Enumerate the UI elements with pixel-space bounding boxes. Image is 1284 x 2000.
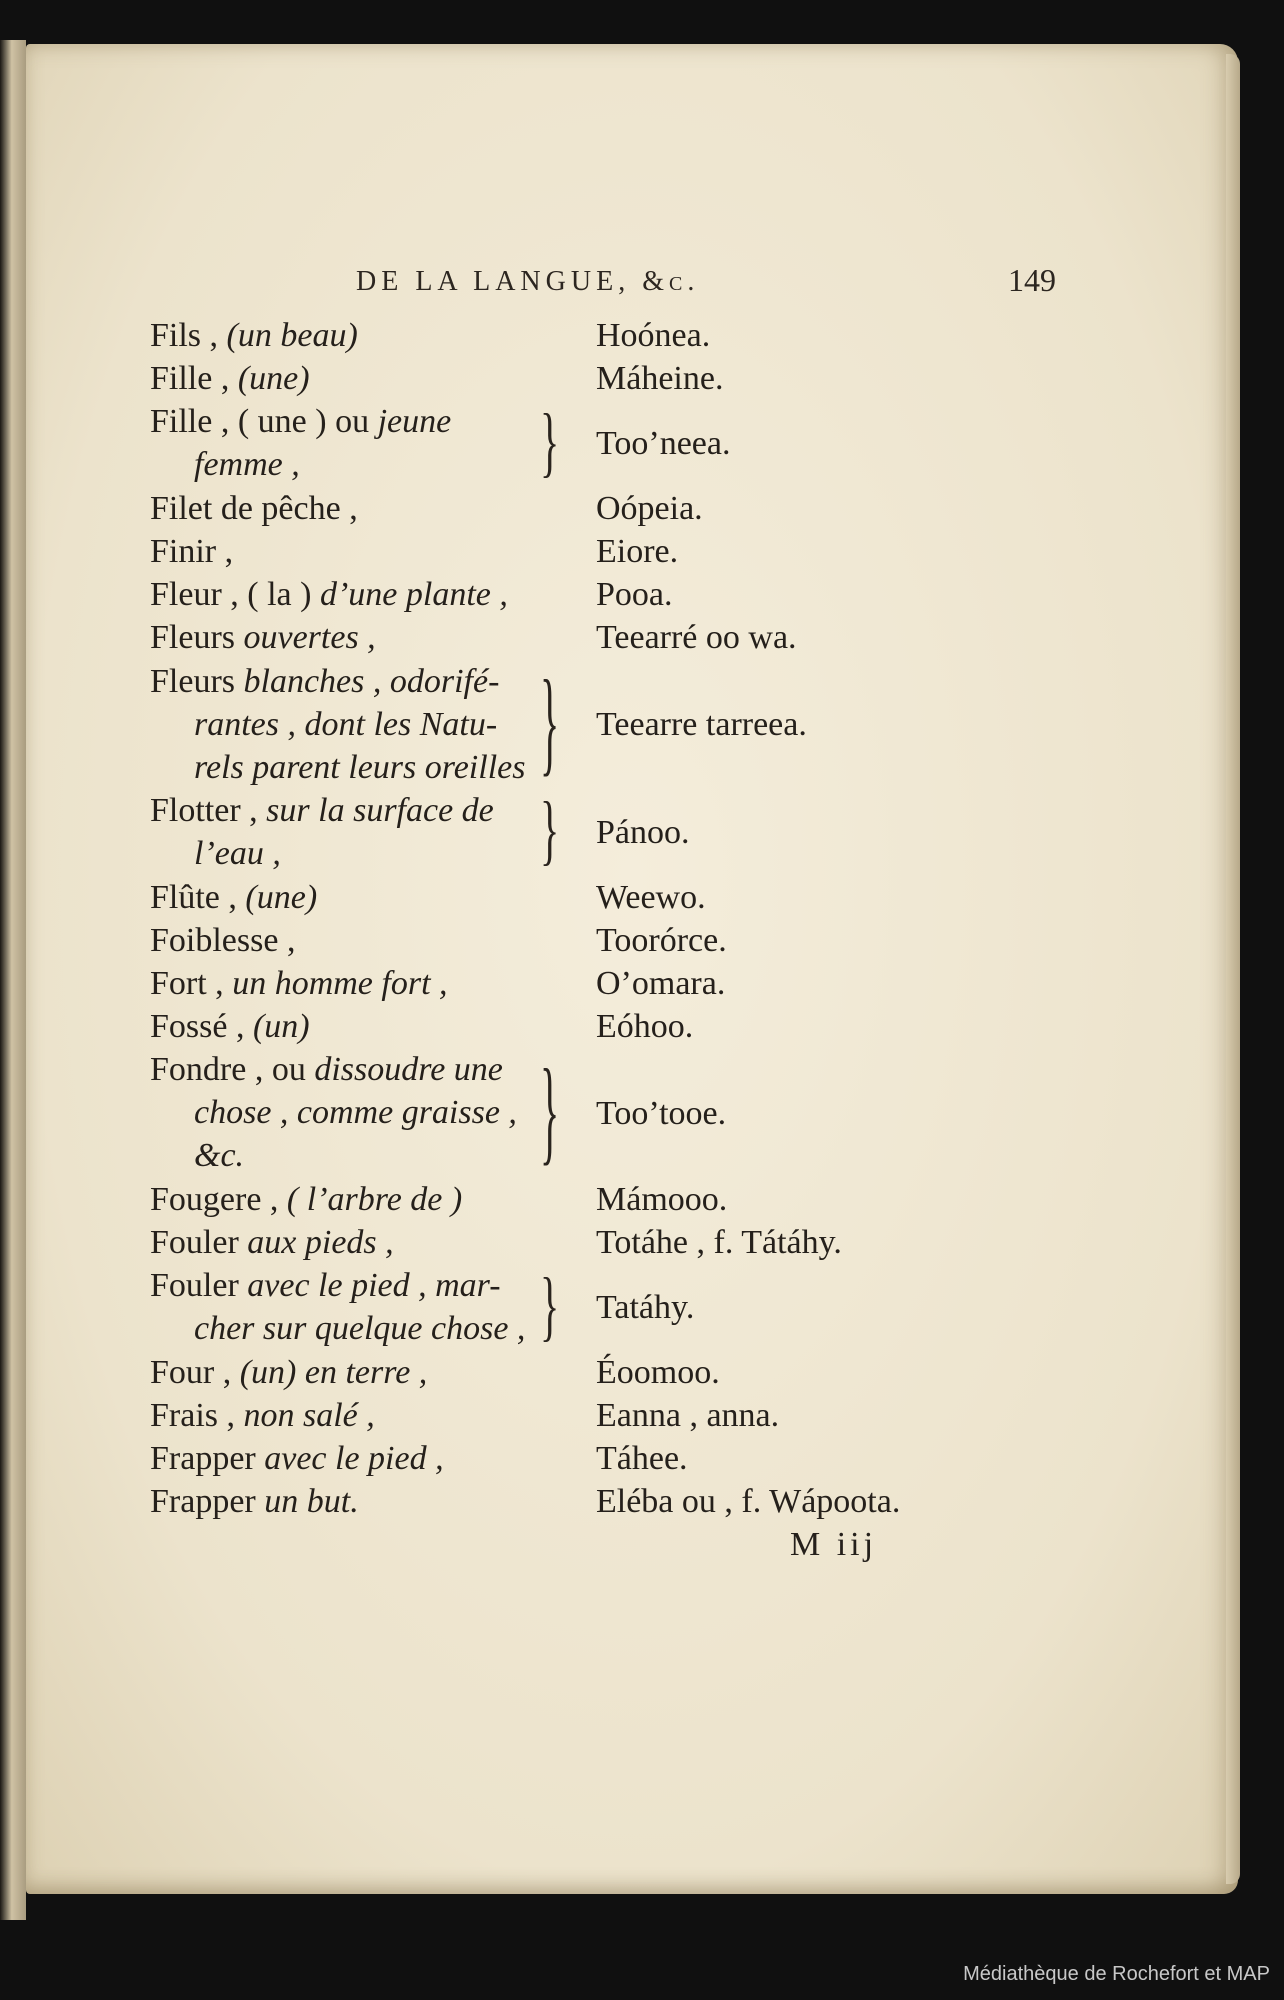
tahitian-term: Teearre tarreea. [596,705,807,743]
french-term [150,314,550,357]
running-title: DE LA LANGUE, &c. [356,266,700,297]
french-term-line [150,1394,550,1437]
term-roman: Fort , [150,965,233,1002]
term-roman: Frais , [150,1397,244,1434]
french-term [150,400,550,486]
term-roman: Fille , [150,403,238,441]
term-italic: avec le pied , [264,1440,444,1478]
tahitian-term: Mámooo. [596,1181,728,1218]
term-roman: Flûte , [150,878,246,916]
french-term-line [150,1178,550,1221]
grouping-brace: } [540,1260,560,1349]
french-term-line [150,616,550,659]
french-term-line [150,1221,550,1264]
french-term [150,357,550,400]
term-italic: femme , [194,446,300,484]
french-term-line [150,314,550,357]
term-roman: Fossé , [150,1008,253,1046]
term-italic: cher sur quelque chose , [194,1310,526,1348]
term-roman: Frapper [150,1440,265,1478]
french-term-line [150,573,550,616]
tahitian-term: Tatáhy. [596,1288,695,1326]
french-term-line [150,1134,550,1177]
book-spine [0,40,26,1920]
french-term [150,1480,550,1523]
term-roman: ( une ) ou [237,403,378,441]
tahitian-term: Teearré oo wa. [596,619,797,657]
term-roman: Flotter , [150,792,267,830]
term-roman: Fondre , ou [150,1051,315,1089]
term-roman: Fouler [150,1267,248,1305]
term-roman: Fleurs [150,662,244,700]
french-term-line [150,1437,550,1480]
term-italic: (un) en terre , [239,1353,428,1391]
tahitian-term: Hoónea. [596,317,711,354]
french-term [150,1264,550,1350]
page-number: 149 [1008,262,1056,298]
term-roman: Fille , [150,360,238,398]
term-roman: Fils , [150,317,227,354]
french-term-line [150,703,550,746]
term-roman: Fougere , [150,1181,287,1218]
french-term-line [150,1264,550,1307]
french-term-line [150,919,550,962]
french-term-line [150,876,550,919]
french-term [150,1221,550,1264]
tahitian-term: Pánoo. [596,813,690,851]
french-term [150,789,550,875]
tahitian-term: Toorórce. [596,921,727,959]
tahitian-term: Totáhe , f. Tátáhy. [596,1224,842,1262]
term-italic: non salé , [243,1397,375,1434]
french-term [150,573,550,616]
term-italic: un but. [264,1483,359,1521]
french-term-line [150,1480,550,1523]
french-term-line [150,962,550,1005]
term-italic: aux pieds , [247,1224,394,1262]
grouping-brace: } [540,654,560,788]
french-term-line [150,789,550,832]
french-term [150,1048,550,1177]
tahitian-term: Oópeia. [596,489,703,527]
french-term-line [150,660,550,703]
tahitian-term: Máheine. [596,360,724,398]
french-term [150,1005,550,1048]
term-italic: chose , comme graisse , [194,1094,517,1132]
french-term-line [150,487,550,530]
french-term [150,1351,550,1394]
term-italic: ( l’arbre de ) [286,1181,463,1218]
tahitian-term: Too’neea. [596,424,731,462]
french-term-line [150,357,550,400]
term-roman: Fleurs [150,619,244,657]
french-term [150,962,550,1005]
french-term-line [150,1307,550,1350]
term-italic: rels parent leurs oreilles [194,748,526,786]
term-italic: dissoudre une [314,1051,503,1089]
french-term [150,1178,550,1221]
term-italic: ouvertes , [243,619,376,657]
term-roman: Finir , [150,533,234,570]
tahitian-term: Eléba ou , f. Wápoota. [596,1483,901,1521]
term-italic: (une) [237,360,310,398]
french-term-line [150,832,550,875]
term-roman: Foiblesse , [150,921,296,959]
term-italic: (une) [245,878,318,916]
french-term [150,876,550,919]
french-term-line [150,1091,550,1134]
tahitian-term: Eóhoo. [596,1008,694,1046]
term-italic: sur la surface de [266,792,494,830]
term-italic: jeune [377,403,452,441]
tahitian-term: Táhee. [596,1440,688,1478]
french-term [150,1394,550,1437]
tahitian-term: Éoomoo. [596,1353,720,1391]
term-italic: blanches , odorifé- [243,662,500,700]
term-italic: d’une plante , [319,576,508,614]
term-roman: Fouler [150,1224,248,1262]
tahitian-term: Eiore. [596,533,679,570]
term-italic: l’eau , [194,835,281,873]
tahitian-term: O’omara. [596,965,726,1002]
french-term-line [150,443,550,486]
french-term [150,1437,550,1480]
term-italic: rantes , dont les Natu- [194,705,498,743]
page-header [356,262,1056,304]
french-term [150,616,550,659]
term-roman: ( la ) [247,576,320,614]
term-roman: Filet de pêche , [150,489,358,527]
french-term [150,530,550,573]
term-roman: Four , [150,1353,240,1391]
grouping-brace: } [540,785,560,874]
credit-watermark: Médiathèque de Rochefort et MAP [963,1963,1270,1985]
page-edge [1226,54,1240,1884]
french-term [150,660,550,789]
french-term [150,919,550,962]
french-term [150,487,550,530]
grouping-brace: } [540,1043,560,1177]
tahitian-term: Weewo. [596,878,706,916]
french-term-line [150,400,550,443]
tahitian-term: Pooa. [596,576,673,614]
term-roman: Frapper [150,1483,265,1521]
term-italic: un homme fort , [232,965,448,1002]
signature-mark: M iij [790,1526,878,1563]
french-term-line [150,530,550,573]
tahitian-term: Too’tooe. [596,1094,727,1132]
term-italic: avec le pied , mar- [247,1267,501,1305]
grouping-brace: } [540,396,560,485]
term-italic: &c. [194,1137,245,1175]
french-term-line [150,746,550,789]
term-roman: Fleur , [150,576,248,614]
french-term-line [150,1005,550,1048]
french-term-line [150,1048,550,1091]
term-italic: (un) [252,1008,310,1046]
french-term-line [150,1351,550,1394]
tahitian-term: Eanna , anna. [596,1397,780,1434]
term-italic: (un beau) [226,317,358,354]
